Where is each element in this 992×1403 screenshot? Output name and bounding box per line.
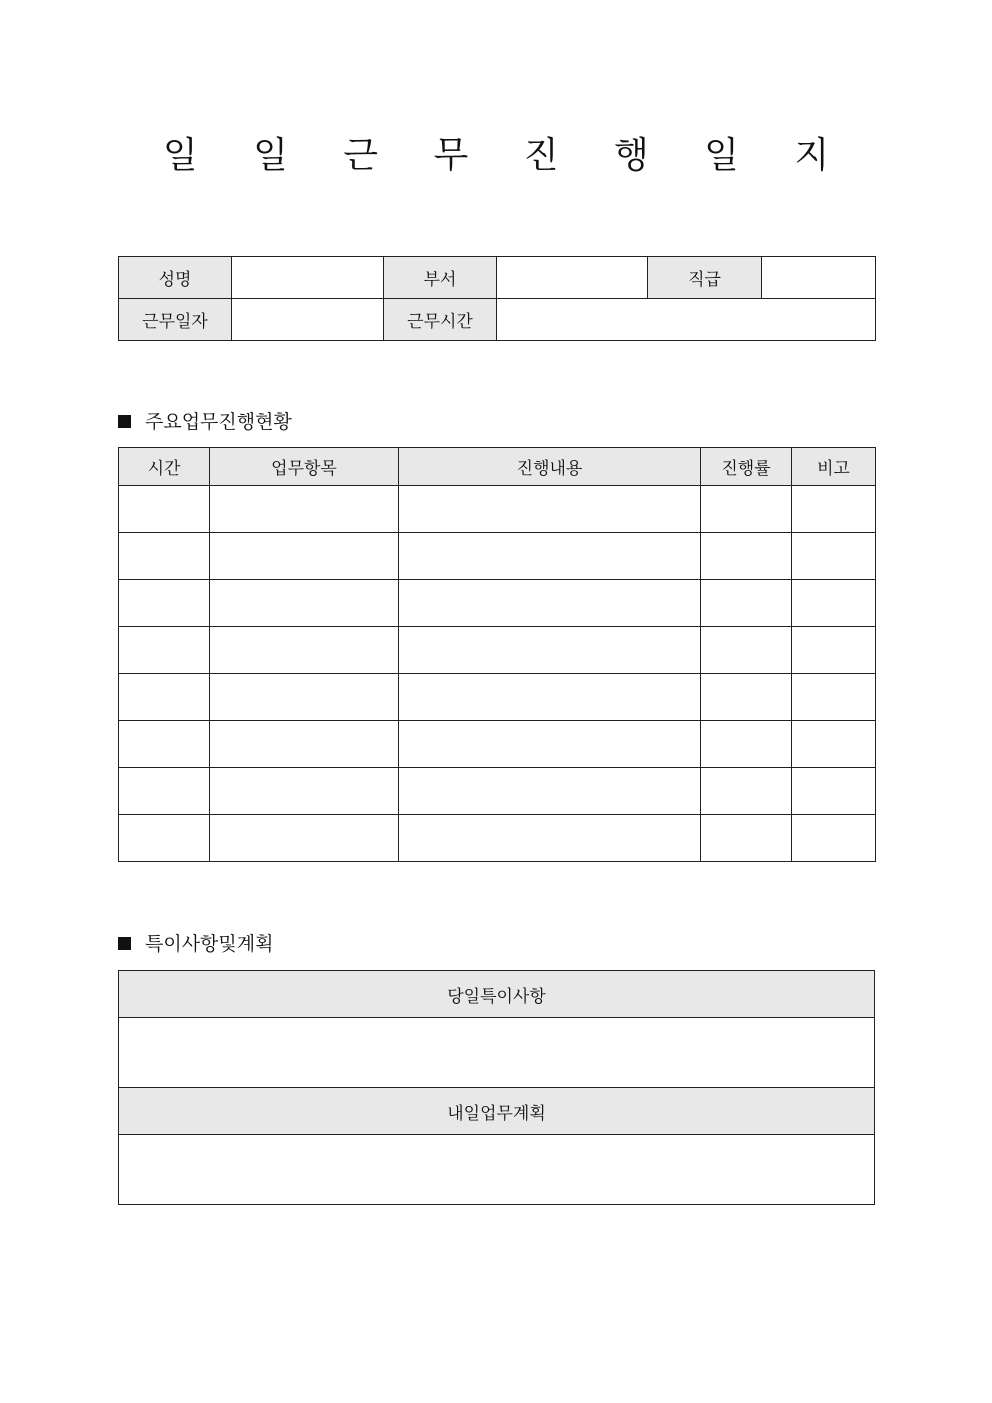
work-hours-label: 근무시간 bbox=[384, 299, 497, 341]
column-header: 비고 bbox=[792, 448, 876, 486]
name-label: 성명 bbox=[119, 257, 232, 299]
task-item-cell[interactable] bbox=[210, 627, 399, 674]
note-cell[interactable] bbox=[792, 533, 876, 580]
task-item-cell[interactable] bbox=[210, 533, 399, 580]
square-bullet-icon bbox=[118, 937, 131, 950]
section-title: 주요업무진행현황 bbox=[145, 411, 292, 433]
progress-detail-cell[interactable] bbox=[399, 486, 701, 533]
progress-rate-cell[interactable] bbox=[701, 486, 792, 533]
table-row bbox=[119, 815, 876, 862]
task-item-cell[interactable] bbox=[210, 674, 399, 721]
time-cell[interactable] bbox=[119, 768, 210, 815]
progress-rate-cell[interactable] bbox=[701, 815, 792, 862]
name-field[interactable] bbox=[232, 257, 384, 299]
task-item-cell[interactable] bbox=[210, 721, 399, 768]
today-remarks-field[interactable] bbox=[119, 1018, 875, 1088]
progress-detail-cell[interactable] bbox=[399, 721, 701, 768]
time-cell[interactable] bbox=[119, 580, 210, 627]
time-cell[interactable] bbox=[119, 815, 210, 862]
square-bullet-icon bbox=[118, 415, 131, 428]
table-row bbox=[119, 533, 876, 580]
section-heading-main-tasks bbox=[118, 410, 292, 434]
table-row bbox=[119, 486, 876, 533]
progress-rate-cell[interactable] bbox=[701, 627, 792, 674]
note-cell[interactable] bbox=[792, 486, 876, 533]
note-cell[interactable] bbox=[792, 815, 876, 862]
table-row bbox=[119, 674, 876, 721]
column-header: 진행률 bbox=[701, 448, 792, 486]
rank-field[interactable] bbox=[762, 257, 876, 299]
today-remarks-header: 당일특이사항 bbox=[119, 971, 875, 1018]
department-field[interactable] bbox=[497, 257, 648, 299]
column-header: 시간 bbox=[119, 448, 210, 486]
time-cell[interactable] bbox=[119, 486, 210, 533]
tomorrow-plan-header: 내일업무계획 bbox=[119, 1088, 875, 1135]
progress-detail-cell[interactable] bbox=[399, 768, 701, 815]
task-item-cell[interactable] bbox=[210, 486, 399, 533]
time-cell[interactable] bbox=[119, 721, 210, 768]
progress-detail-cell[interactable] bbox=[399, 627, 701, 674]
note-cell[interactable] bbox=[792, 674, 876, 721]
task-progress-table bbox=[118, 447, 876, 862]
table-row bbox=[119, 721, 876, 768]
progress-detail-cell[interactable] bbox=[399, 815, 701, 862]
page-title: 일 일 근 무 진 행 일 지 bbox=[162, 135, 852, 176]
time-cell[interactable] bbox=[119, 627, 210, 674]
department-label: 부서 bbox=[384, 257, 497, 299]
task-item-cell[interactable] bbox=[210, 768, 399, 815]
progress-rate-cell[interactable] bbox=[701, 580, 792, 627]
progress-rate-cell[interactable] bbox=[701, 721, 792, 768]
table-row bbox=[119, 768, 876, 815]
note-cell[interactable] bbox=[792, 721, 876, 768]
column-header: 진행내용 bbox=[399, 448, 701, 486]
task-item-cell[interactable] bbox=[210, 815, 399, 862]
progress-detail-cell[interactable] bbox=[399, 674, 701, 721]
work-hours-field[interactable] bbox=[497, 299, 876, 341]
time-cell[interactable] bbox=[119, 674, 210, 721]
work-date-label: 근무일자 bbox=[119, 299, 232, 341]
progress-rate-cell[interactable] bbox=[701, 674, 792, 721]
time-cell[interactable] bbox=[119, 533, 210, 580]
progress-detail-cell[interactable] bbox=[399, 580, 701, 627]
note-cell[interactable] bbox=[792, 768, 876, 815]
note-cell[interactable] bbox=[792, 627, 876, 674]
note-cell[interactable] bbox=[792, 580, 876, 627]
remarks-plan-table bbox=[118, 970, 875, 1205]
section-heading-remarks-plans bbox=[118, 932, 273, 956]
column-header: 업무항목 bbox=[210, 448, 399, 486]
work-date-field[interactable] bbox=[232, 299, 384, 341]
progress-detail-cell[interactable] bbox=[399, 533, 701, 580]
rank-label: 직급 bbox=[648, 257, 762, 299]
table-row bbox=[119, 580, 876, 627]
progress-rate-cell[interactable] bbox=[701, 768, 792, 815]
section-title: 특이사항및계획 bbox=[145, 933, 274, 955]
tomorrow-plan-field[interactable] bbox=[119, 1135, 875, 1205]
employee-info-table bbox=[118, 256, 876, 341]
progress-rate-cell[interactable] bbox=[701, 533, 792, 580]
task-item-cell[interactable] bbox=[210, 580, 399, 627]
table-row bbox=[119, 627, 876, 674]
